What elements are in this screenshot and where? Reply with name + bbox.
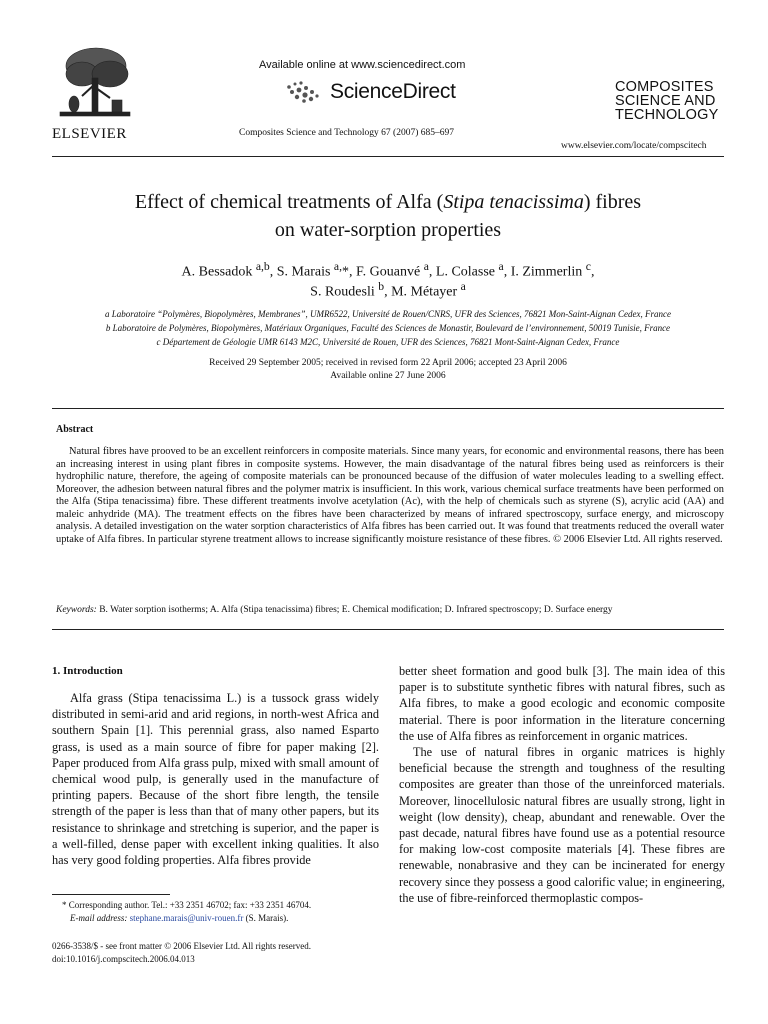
- authors-line2: S. Roudesli $^b$, M. Métayer $^a$: [310, 280, 466, 300]
- journal-title-line2: SCIENCE AND: [615, 93, 716, 109]
- intro-paragraph-2: The use of natural fibres in organic matrices is highly beneficial because the strength and toughness of the resulting composites are greater than those of the unreinforced materials. Moreover, linocellulosic natural fibres are usually strong, light in weight (low density), cheap, abundant and renewable. Over the past decade, natural fibres have found use as a potential resource for making low-cost composite materials [4]. These fibres are renewable, nonabrasive and they can be incinerated for energy recovery since they possess a good calorific value; in engineering, the use of fibre-reinforced thermoplastic compos-: [399, 745, 725, 905]
- doi-line[interactable]: doi:10.1016/j.compscitech.2006.04.013: [52, 954, 195, 964]
- intro-paragraph-1: better sheet formation and good bulk [3]. The main idea of this paper is to substitute synthetic fibres with natural fibres, such as Alfa fibres, to make a good ecologic and economic composite material. There is poor information in the literature concerning the use of Alfa fibres as reinforcement in organic matrices.: [399, 664, 725, 743]
- affiliation-a: a Laboratoire “Polymères, Biopolymères, Membranes”, UMR6522, Université de Rouen/CNRS, UFR des Sciences, 76821 Mon-Saint-Aignan Cedex, France: [105, 309, 671, 319]
- section-heading-introduction: 1. Introduction: [52, 665, 123, 677]
- keywords-list: B. Water sorption isotherms; A. Alfa (Stipa tenacissima) fibres; E. Chemical modification; D. Infrared spectroscopy; D. Surface energy: [99, 605, 613, 615]
- affiliation-c: c Département de Géologie UMR 6143 M2C, Université de Rouen, UFR des Sciences, 76821 Mont-Saint-Aignan Cedex, France: [156, 337, 620, 347]
- journal-citation: Composites Science and Technology 67 (2007) 685–697: [239, 128, 454, 138]
- journal-url-link[interactable]: www.elsevier.com/locate/compscitech: [561, 141, 707, 151]
- keywords-label: Keywords:: [56, 605, 97, 615]
- abstract-text: Natural fibres have prooved to be an excellent reinforcers in composite materials. Since many years, for economic and environmental reasons, there has been an increasing interest in using plant fibres in composite systems. However, the main disadvantage of the natural fibres being used as reinforcers is their hydrophilic nature, therefore, the ageing of composite materials can be pronounced because of the diffusion of water molecules leading to a swelling effect. Moreover, the adhesion between natural fibres and the polymer matrix is insufficient. In this work, various chemical surface treatments have been performed on the Alfa (Stipa tenacissima) fibre. These different treatments involve acetylation (Ac), with the help of chemicals such as styrene (S), acrylic acid (AA) and maleic anhydride (MA). The treatment effects on the fibres have been characterized by means of infrared spectroscopy, surface energy, and microscopy analysis. A detailed investigation on the water sorption characteristics of Alfa fibres has been carried out. It was found that treatments reduced the overall water uptake of Alfa fibres. In particular styrene treatment allows to increase significantly moisture resistance of these fibres. © 2006 Elsevier Ltd. All rights reserved.: [56, 446, 724, 545]
- article-title-line2: on water-sorption properties: [274, 219, 502, 241]
- keywords: [56, 605, 724, 615]
- header-divider: [52, 156, 724, 157]
- email-line: [70, 913, 288, 923]
- abstract-heading: Abstract: [56, 424, 94, 435]
- authors-line1: A. Bessadok $^{a,b}$, S. Marais $^{a,}$*, F. Gouanvé $^a$, L. Colasse $^a$, I. Zimmerlin $^c$,: [181, 260, 595, 280]
- corresponding-author-note: * Corresponding author. Tel.: +33 2351 46702; fax: +33 2351 46704.: [62, 900, 312, 910]
- sciencedirect-wordmark: ScienceDirect: [330, 80, 456, 103]
- footnote-divider: [52, 894, 170, 895]
- available-online-text[interactable]: Available online at www.sciencedirect.com: [259, 59, 466, 71]
- intro-right-column: [399, 663, 725, 906]
- sciencedirect-dots-icon: [283, 79, 323, 105]
- received-dates: Received 29 September 2005; received in revised form 22 April 2006; accepted 23 April 2006: [209, 358, 567, 368]
- journal-title-line3: TECHNOLOGY: [615, 107, 719, 123]
- title-species: Stipa tenacissima: [443, 191, 584, 213]
- abstract-top-divider: [52, 408, 724, 409]
- issn-line: 0266-3538/$ - see front matter © 2006 Elsevier Ltd. All rights reserved.: [52, 941, 312, 951]
- email-suffix: (S. Marais).: [245, 913, 289, 923]
- available-online-date: Available online 27 June 2006: [330, 371, 446, 381]
- intro-left-column: Alfa grass (Stipa tenacissima L.) is a tussock grass widely distributed in semi-arid and arid regions, in north-west Africa and southern Spain [1]. This perennial grass, also named Esparto grass, is used as a main source of fibre for paper making [2]. Paper produced from Alfa grass pulp, mixed with small amount of chemical wood pulp, is generally used in the manufacture of printing papers. Because of the short fibre length, the tensile strength of the paper is less than that of many other papers, but its resistance to shrinkage and stretching is superior, and the paper is a well-filled, dense paper with excellent inking qualities. It also has very good folding properties. Alfa fibres provide: [52, 691, 379, 868]
- affiliation-b: b Laboratoire de Polymères, Biopolymères, Matériaux Organiques, Faculté des Sciences de Monastir, Boulevard de l’environnement, 50019 Tunisie, France: [105, 323, 671, 333]
- title-suffix: ) fibres: [583, 191, 642, 213]
- title-prefix: Effect of chemical treatments of Alfa (: [134, 191, 444, 213]
- email-label: E-mail address:: [70, 913, 128, 923]
- publisher-name: ELSEVIER: [52, 126, 127, 142]
- elsevier-tree-logo: [52, 44, 136, 124]
- abstract-bottom-divider: [52, 629, 724, 630]
- journal-title-line1: COMPOSITES: [615, 79, 714, 95]
- email-link[interactable]: stephane.marais@univ-rouen.fr: [129, 913, 244, 923]
- article-title-line1: [52, 191, 724, 214]
